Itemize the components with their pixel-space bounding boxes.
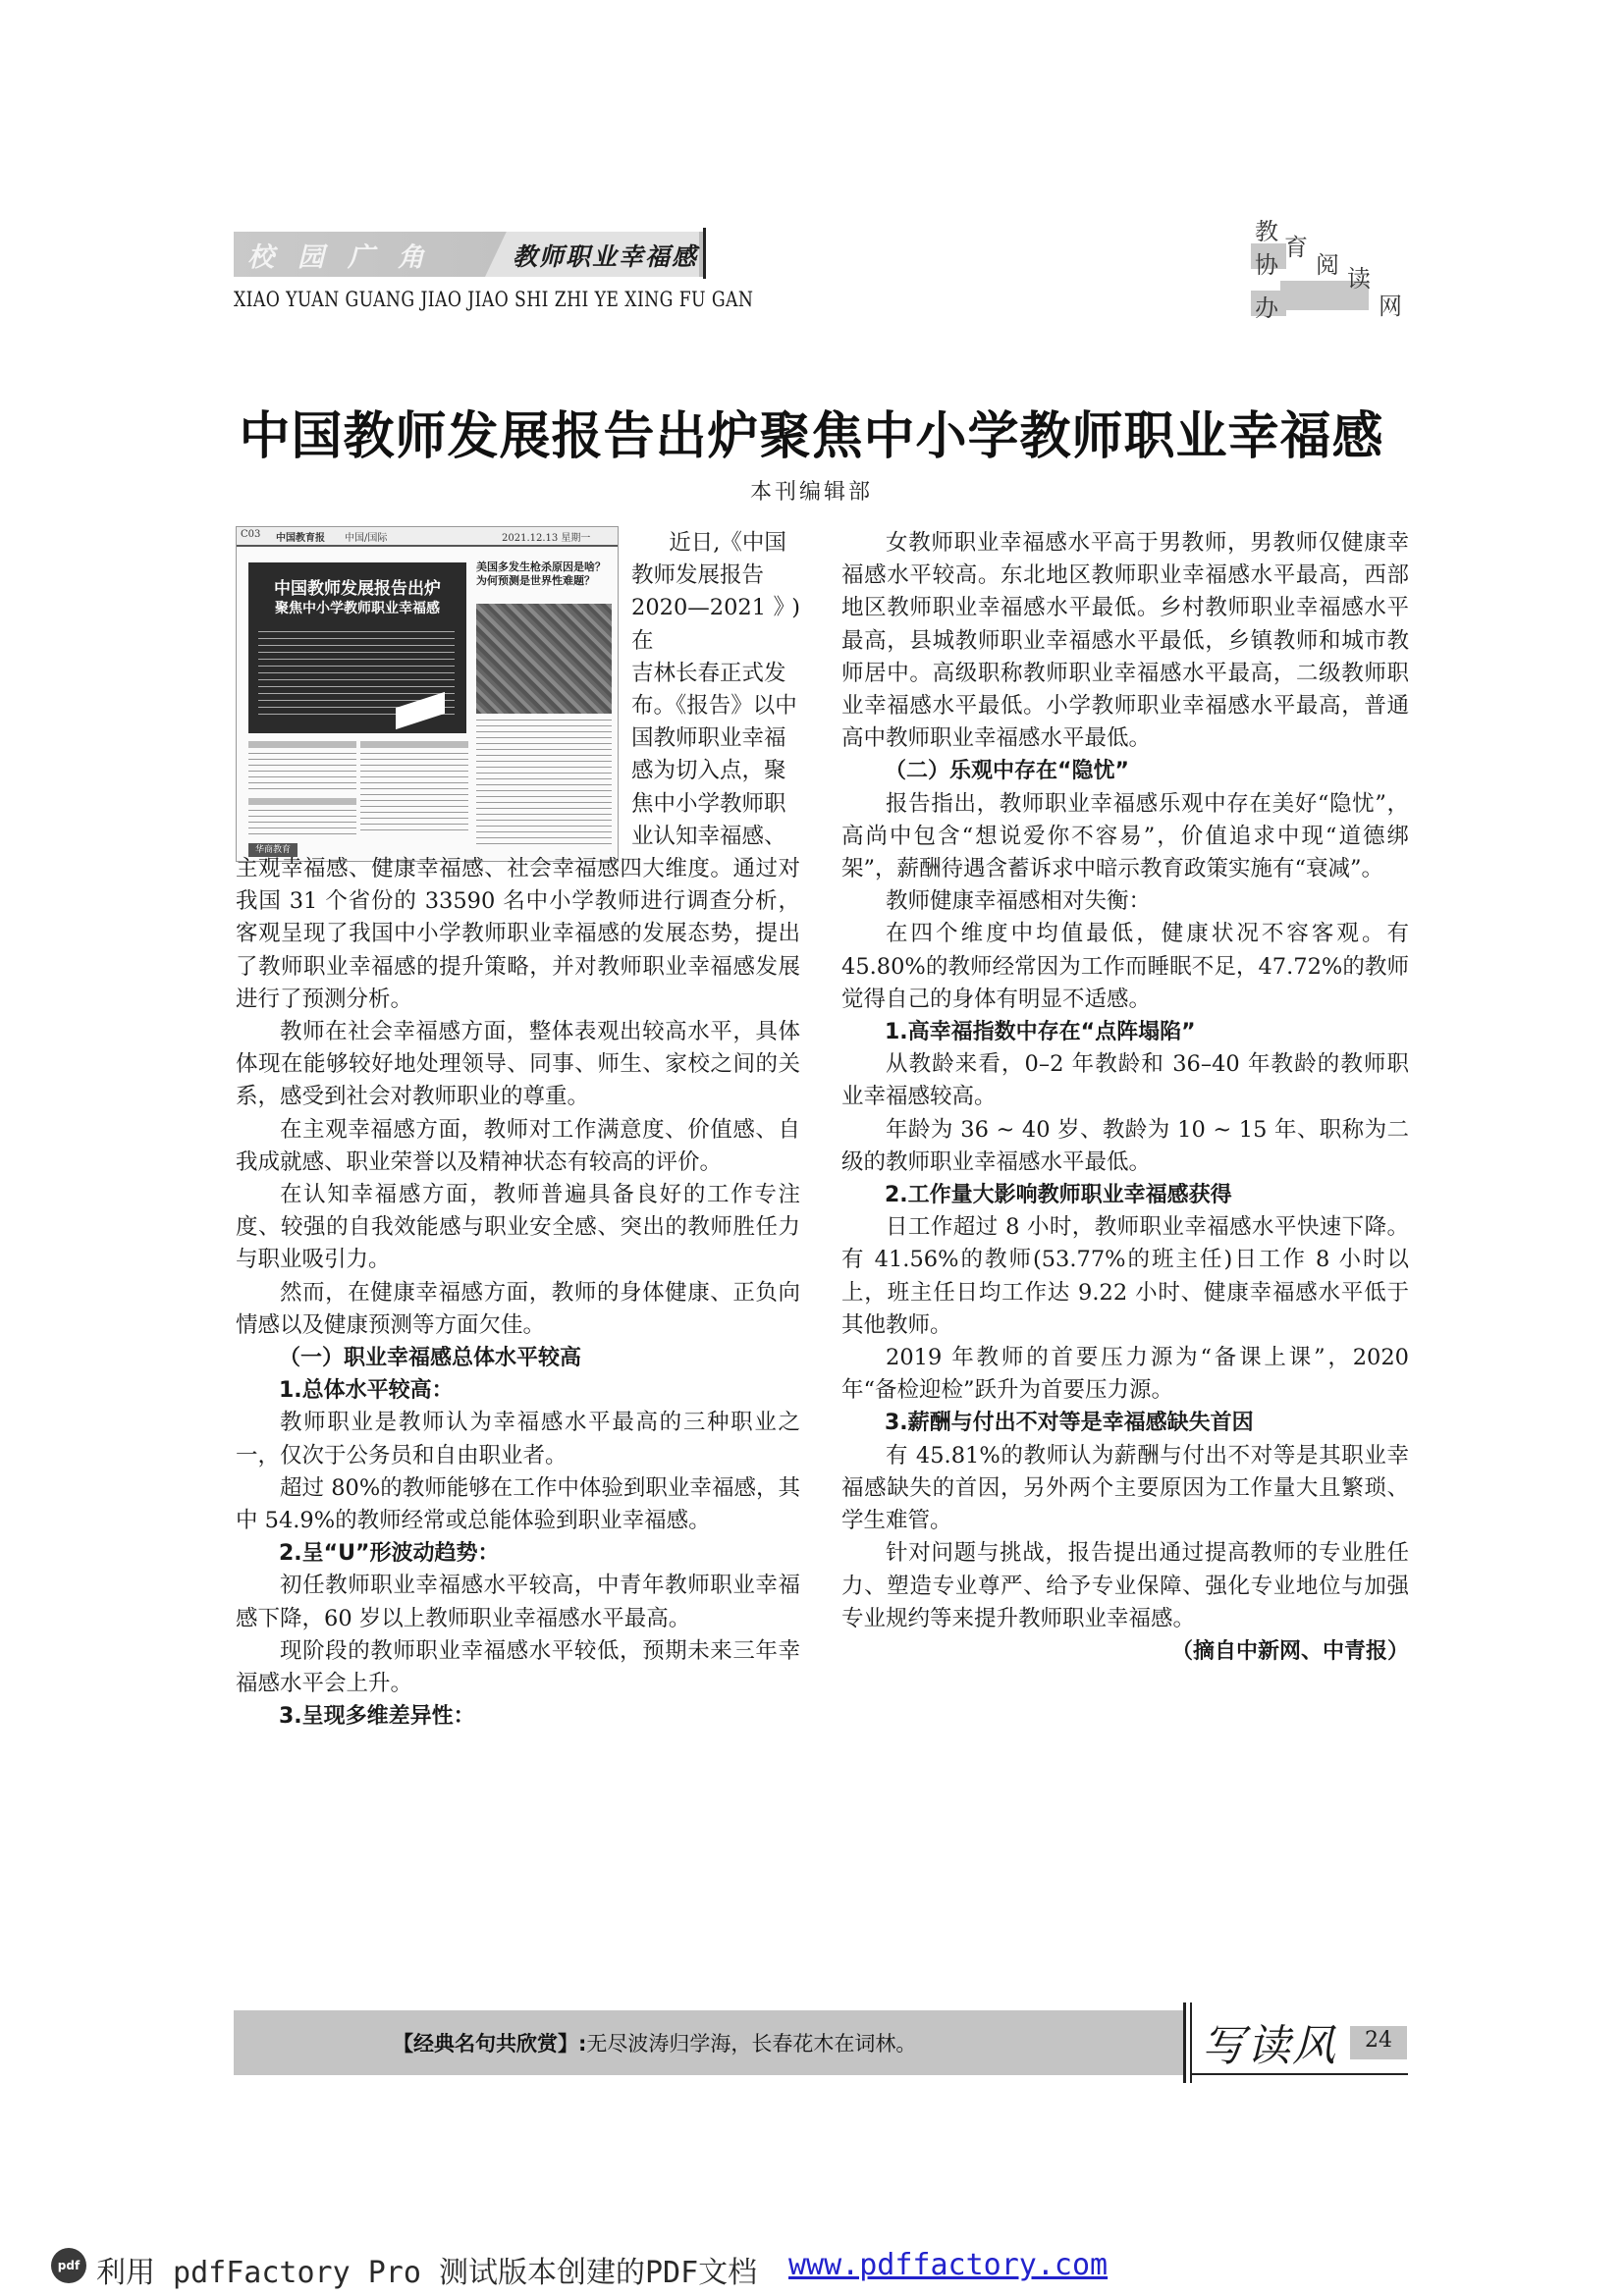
paragraph: 主观幸福感、健康幸福感、社会幸福感四大维度。通过对我国 31 个省份的 33590 名中小学教师进行调查分析，客观呈现了我国中小学教师职业幸福感的发展态势，提出了教师职业幸福感的提升策略，并对教师职业幸福感发展进行了预测分析。 [236,856,800,1012]
paragraph: 年龄为 36 ~ 40 岁、教龄为 10 ~ 15 年、职称为二级的教师职业幸福感水平最低。 [841,1116,1409,1175]
logo-char: 读 [1347,265,1371,293]
paragraph: 日工作超过 8 小时，教师职业幸福感水平快速下降。有 41.56%的教师(53.77%的班主任)日工作 8 小时以上，班主任日均工作达 9.22 小时、健康幸福感水平低于其他教师。 [841,1214,1409,1338]
watermark-text: 利用 pdfFactory Pro 测试版本创建的PDF文档 [96,2256,758,2290]
paragraph: 报告指出，教师职业幸福感乐观中存在美好“隐忧”，高尚中包含“想说爱你不容易”，价值追求中现“道德绑架”，薪酬待遇含蓄诉求中暗示教育政策实施有“衰减”。 [841,790,1409,882]
paragraph: 现阶段的教师职业幸福感水平较低，预期未来三年幸福感水平会上升。 [236,1637,800,1697]
paragraph: 在主观幸福感方面，教师对工作满意度、价值感、自我成就感、职业荣誉以及精神状态有较高的评价。 [236,1116,800,1175]
paragraph: 针对问题与挑战，报告提出通过提高教师的专业胜任力、塑造专业尊严、给予专业保障、强化专业地位与加强专业规约等来提升教师职业幸福感。 [841,1540,1409,1631]
paragraph: 有 45.81%的教师认为薪酬与付出不对等是其职业幸福感缺失的首因，另外两个主要原因为工作量大且繁琐、学生难管。 [841,1442,1409,1534]
paragraph: 教师在社会幸福感方面，整体表观出较高水平，具体体现在能够较好地处理领导、同事、师生、家校之间的关系，感受到社会对教师职业的尊重。 [236,1019,800,1110]
right-column [841,527,1409,1668]
narrow-line: 教师发展报告 [631,562,765,589]
thumb-headline: 中国教师发展报告出炉 [274,579,441,599]
article-byline: 本刊编辑部 [749,480,873,505]
thumb-page-tag: C03 [241,529,261,540]
quote-text: 无尽波涛归学海，长春花木在词林。 [586,2032,917,2056]
paragraph: 在认知幸福感方面，教师普遍具备良好的工作专注度、较强的自我效能感与职业安全感、突出的教师胜任力与职业吸引力。 [236,1182,800,1273]
paragraph: 教师健康幸福感相对失衡： [886,888,1152,915]
logo-char: 网 [1379,293,1402,320]
sub-heading: 2.工作量大影响教师职业幸福感获得 [885,1183,1232,1208]
narrow-line: 吉林长春正式发 [631,660,786,686]
thumb-section: 中国/国际 [345,533,388,544]
sub-heading: 1.总体水平较高： [279,1378,454,1404]
paragraph: 然而，在健康幸福感方面，教师的身体健康、正负向情感以及健康预测等方面欠佳。 [236,1279,800,1338]
thumb-headline: 聚焦中小学教师职业幸福感 [275,601,440,616]
logo-char: 教 [1255,218,1278,245]
paragraph: 2019 年教师的首要压力源为“备课上课”，2020 年“备检迎检”跃升为首要压力源。 [841,1345,1409,1404]
paragraph: 初任教师职业幸福感水平较高，中青年教师职业幸福感下降，60 岁以上教师职业幸福感水平最高。 [236,1573,800,1631]
narrow-line: 布。《报告》以中 [631,693,797,720]
section-heading: （二）乐观中存在“隐忧” [885,759,1129,784]
paragraph: 超过 80%的教师能够在工作中体验到职业幸福感，其中 54.9%的教师经常或总能体验到职业幸福感。 [236,1474,800,1534]
paragraph: 女教师职业幸福感水平高于男教师，男教师仅健康幸福感水平较高。东北地区教师职业幸福感水平最高，西部地区教师职业幸福感水平最低。乡村教师职业幸福感水平最高，县城教师职业幸福感水平最低，乡镇教师和城市教师居中。高级职称教师职业幸福感水平最高，二级教师职业幸福感水平最低。小学教师职业幸福感水平最高，普通高中教师职业幸福感水平最低。 [841,530,1409,752]
quote-label: 【经典名句共欣赏】: [393,2032,587,2056]
pdffactory-link[interactable]: www.pdffactory.com [788,2248,1109,2282]
thumb-photo [476,604,612,714]
logo-char: 阅 [1316,251,1339,279]
pdf-icon: pdf [51,2248,86,2283]
sub-heading: 3.薪酬与付出不对等是幸福感缺失首因 [885,1411,1254,1436]
thumb-date: 2021.12.13 星期一 [502,533,591,544]
article-title: 中国教师发展报告出炉聚焦中小学教师职业幸福感 [239,407,1384,466]
sub-heading: 2.呈“U”形波动趋势： [279,1541,500,1567]
page-number: 24 [1365,2028,1392,2053]
left-column [236,853,800,1733]
thumb-subhead: 美国多发生枪杀原因是啥？为何预测是世界性难题？ [476,561,606,587]
thumb-footer-tag: 华商教育 [248,843,298,857]
logo-char: 育 [1284,234,1308,261]
section-label: 校园广角 [247,242,448,273]
footer-rule [1192,2073,1408,2075]
logo-char: 办 [1255,294,1278,322]
footer-quote [393,2028,916,2057]
source-credit: （摘自中新网、中青报） [1170,1638,1409,1664]
thumb-headline-box [248,562,466,733]
header-divider [703,228,706,279]
paragraph: 从教龄来看，0–2 年教龄和 36–40 年教龄的教师职业幸福感较高。 [841,1051,1409,1110]
section-heading: （一）职业幸福感总体水平较高 [279,1346,582,1371]
narrow-line: 焦中小学教师职 [631,790,786,817]
paragraph: 在四个维度中均值最低，健康状况不容客观。有 45.80%的教师经常因为工作而睡眠不足，47.72%的教师觉得自己的身体有明显不适感。 [841,921,1409,1012]
footer-divider [1183,2002,1186,2083]
narrow-line: 业认知幸福感、 [631,823,786,849]
sub-heading: 3.呈现多维差异性： [279,1704,475,1730]
paragraph: 教师职业是教师认为幸福感水平最高的三种职业之一，仅次于公务员和自由职业者。 [236,1410,800,1468]
narrow-line: 近日,《中国 [669,530,786,556]
newspaper-thumbnail [236,526,619,862]
edu-reading-logo [1251,212,1408,322]
sub-heading: 1.高幸福指数中存在“点阵塌陷” [885,1020,1196,1045]
section-topic: 教师职业幸福感 [513,242,699,271]
narrow-line: 国教师职业幸福 [631,725,786,752]
narrow-line: 2020—2021》)在 [631,595,800,654]
section-pinyin: XIAO YUAN GUANG JIAO JIAO SHI ZHI YE XING FU GAN [234,288,754,311]
thumb-paper-name: 中国教育报 [276,533,325,544]
narrow-column [631,527,800,853]
narrow-line: 感为切入点，聚 [631,758,786,784]
magazine-logo: 写读风 [1202,2021,1337,2071]
footer-divider [1190,2002,1192,2083]
logo-char: 协 [1255,251,1278,279]
